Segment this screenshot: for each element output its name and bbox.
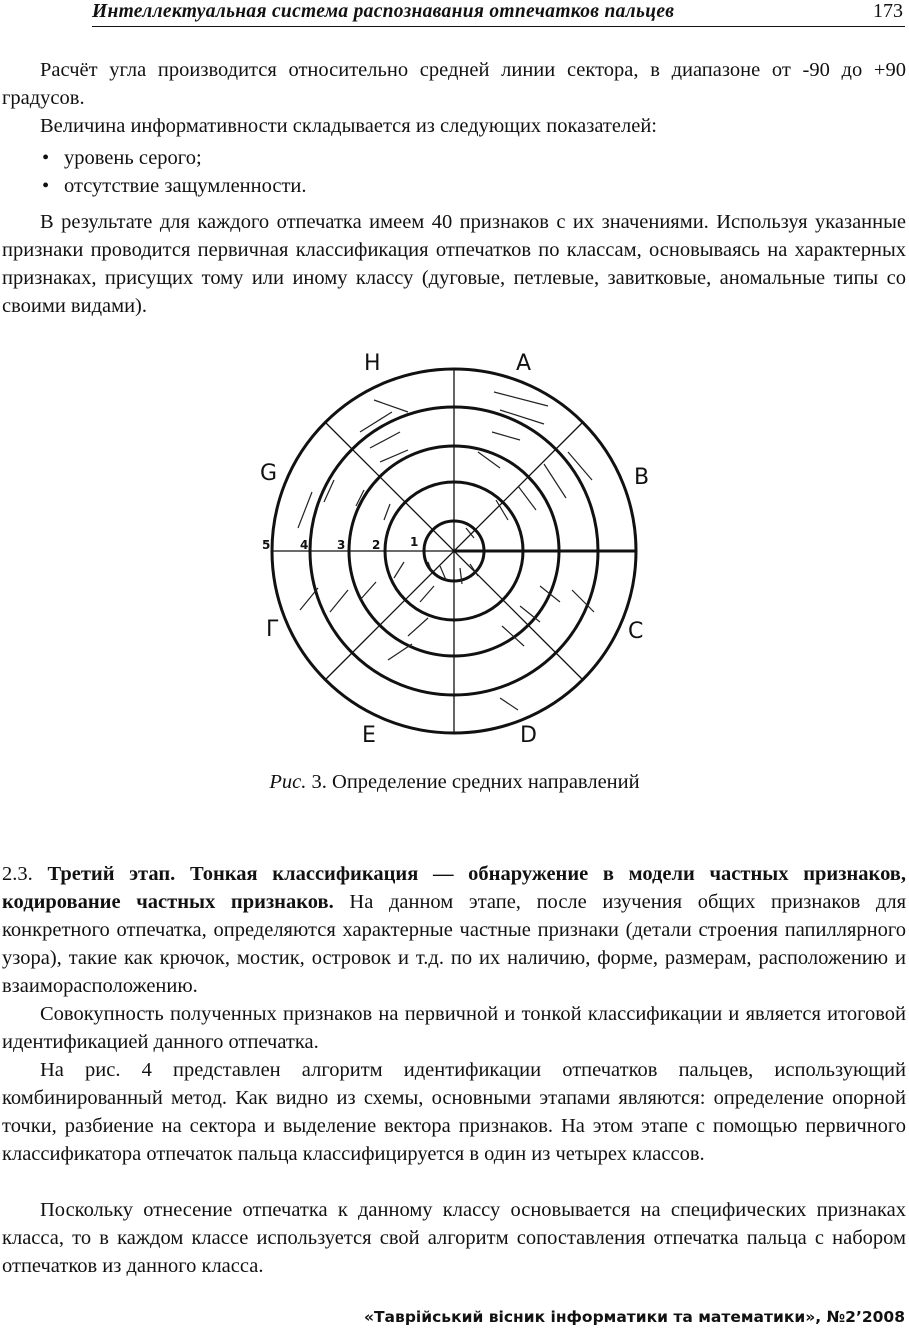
caption-label: Рис. bbox=[269, 771, 307, 793]
sector-label-c: C bbox=[628, 619, 644, 644]
section-title: Третий этап. Тонкая классификация — обнаружение в модели частных признаков, кодирование частных признаков. bbox=[2, 863, 907, 913]
ring-label-4: 4 bbox=[300, 538, 309, 552]
section-intro: На данном этапе, после изучения общих признаков для конкретного отпечатка, определяются характерные частные признаки (детали строения папиллярного узора), такие как крючок, мостик, островок и т.д. по их наличию, форме, размерам, расположению и взаиморасположению. bbox=[2, 891, 907, 997]
paragraph-informativeness: Величина информативности складывается из следующих показателей: bbox=[40, 115, 657, 137]
ring-label-5: 5 bbox=[262, 538, 271, 552]
sector-label-e: E bbox=[362, 723, 376, 748]
figure-3 bbox=[0, 340, 909, 760]
page-number: 173 bbox=[873, 0, 903, 22]
ring-label-3: 3 bbox=[337, 538, 346, 552]
paragraph-algorithm: На рис. 4 представлен алгоритм идентификации отпечатков пальцев, использующий комбинированный метод. Как видно из схемы, основными этапами являются: определение опорной точки, разбиение на сектора и выделение вектора признаков. На этом этапе с помощью первичного классификатора отпечаток пальца классифицируется в один из четырех классов. bbox=[2, 1059, 906, 1165]
list-item-text: отсутствие защумленности. bbox=[64, 175, 307, 197]
paragraph-matching: Поскольку отнесение отпечатка к данному классу основывается на специфических признаках класса, то в каждом классе используется свой алгоритм сопоставления отпечатка пальца с набором отпечатков из данного класса. bbox=[2, 1199, 906, 1277]
caption-number: 3. bbox=[311, 771, 327, 793]
list-item bbox=[40, 144, 640, 172]
indicator-list bbox=[40, 144, 640, 200]
ring-label-2: 2 bbox=[372, 538, 381, 552]
running-footer: «Таврійський вісник інформатики та математики», №2’2008 bbox=[363, 1308, 905, 1326]
section-number: 2.3. bbox=[2, 863, 33, 885]
caption-text: Определение средних направлений bbox=[332, 771, 640, 793]
running-header bbox=[92, 0, 905, 27]
sector-label-d: D bbox=[520, 723, 537, 748]
sector-diagram bbox=[0, 340, 909, 760]
section-2-3 bbox=[2, 860, 906, 1000]
ring-labels bbox=[262, 535, 418, 552]
list-item-text: уровень серого; bbox=[64, 147, 202, 169]
sector-label-g-cyrillic: Г bbox=[266, 617, 280, 642]
sector-label-b: B bbox=[634, 465, 650, 490]
sector-label-a: A bbox=[516, 351, 532, 376]
sector-label-h: H bbox=[364, 351, 381, 376]
bullet-icon: • bbox=[42, 147, 50, 169]
figure-caption bbox=[0, 771, 909, 794]
bullet-icon: • bbox=[42, 175, 50, 197]
ring-label-1: 1 bbox=[410, 535, 419, 549]
paragraph-angle-range: Расчёт угла производится относительно средней линии сектора, в диапазоне от -90 до +90 градусов. bbox=[2, 59, 906, 109]
paragraph-classification: В результате для каждого отпечатка имеем 40 признаков с их значениями. Используя указанные признаки проводится первичная классификация отпечатков по классам, основываясь на характерных признаках, присущих тому или иному классу (дуговые, петлевые, завитковые, аномальные типы со своими видами). bbox=[2, 211, 906, 317]
sector-label-g: G bbox=[260, 461, 278, 486]
list-item bbox=[40, 172, 640, 200]
paragraph-identification: Совокупность полученных признаков на первичной и тонкой классификации и является итоговой идентификацией данного отпечатка. bbox=[2, 1003, 906, 1053]
running-title: Интеллектуальная система распознавания отпечатков пальцев bbox=[92, 1, 675, 22]
